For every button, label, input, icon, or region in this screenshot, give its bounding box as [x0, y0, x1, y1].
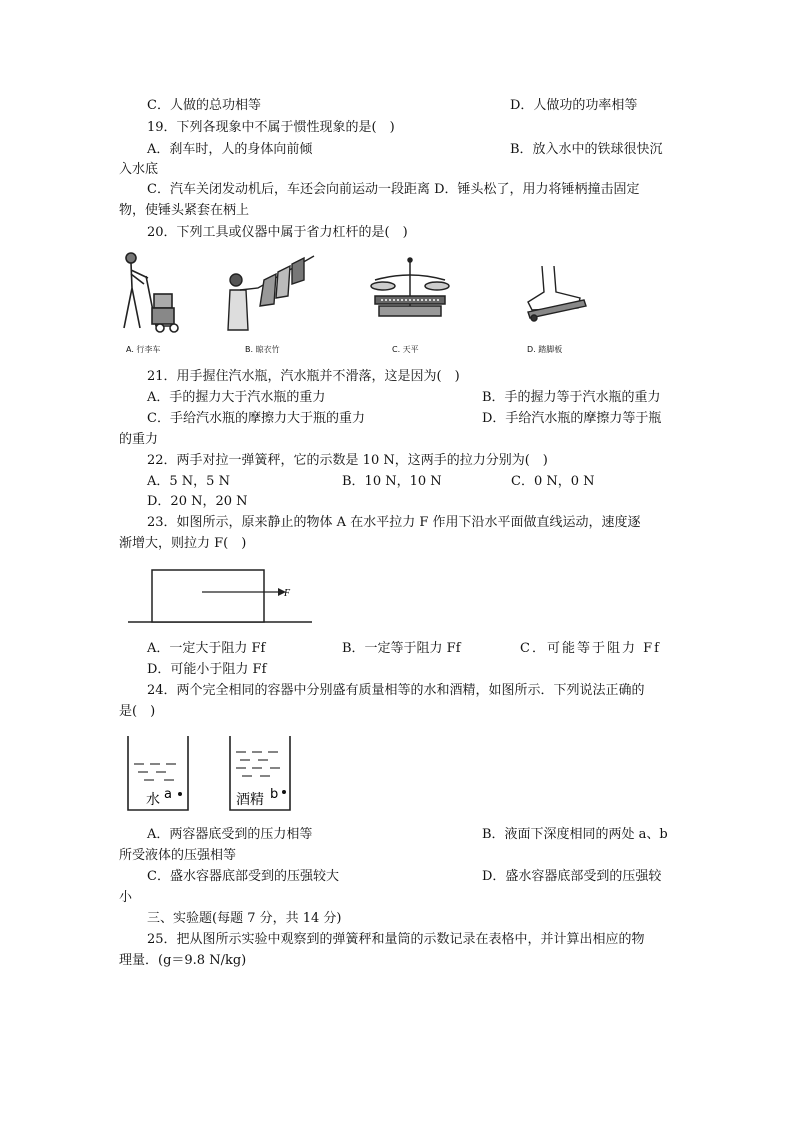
- q21-option-d: D．手给汽水瓶的摩擦力等于瓶: [482, 411, 662, 426]
- q24-stem-cont: 是( ): [119, 704, 156, 719]
- q20-caption-b: B. 晾衣竹: [245, 345, 280, 354]
- q22-option-d: D．20 N，20 N: [147, 494, 248, 509]
- q22-stem: 22．两手对拉一弹簧秤，它的示数是 10 N，这两手的拉力分别为( ): [147, 453, 548, 468]
- q23-option-b: B．一定等于阻力 Ff: [342, 641, 461, 656]
- q21-option-a: A．手的握力大于汽水瓶的重力: [147, 390, 326, 405]
- point-b-label: b: [270, 787, 279, 802]
- q19-option-c-d: C．汽车关闭发动机后，车还会向前运动一段距离 D．锤头松了，用力将锤柄撞击固定: [147, 182, 640, 197]
- q25-stem: 25．把从图所示实验中观察到的弹簧秤和量筒的示数记录在表格中，并计算出相应的物: [147, 932, 645, 947]
- q18-option-d: D．人做功的功率相等: [510, 98, 638, 113]
- q20-caption-a: A. 行李车: [126, 345, 161, 354]
- q23-option-c: C．可能等于阻力 Ff: [520, 641, 661, 656]
- block-force-figure: [126, 566, 316, 626]
- q23-option-a: A．一定大于阻力 Ff: [147, 641, 266, 656]
- section-3-title: 三、实验题(每题 7 分，共 14 分): [147, 911, 342, 926]
- q23-stem-cont: 渐增大，则拉力 F( ): [119, 536, 247, 551]
- q21-option-c: C．手给汽水瓶的摩擦力大于瓶的重力: [147, 411, 365, 426]
- q24-stem: 24．两个完全相同的容器中分别盛有质量相等的水和酒精，如图所示．下列说法正确的: [147, 683, 645, 698]
- q24-option-d: D．盛水容器底部受到的压强较: [482, 869, 662, 884]
- clothes-pole-figure: [220, 250, 320, 336]
- q23-stem: 23．如图所示，原来静止的物体 A 在水平拉力 F 作用下沿水平面做直线运动，速度逐: [147, 515, 641, 530]
- q18-option-c: C．人做的总功相等: [147, 98, 261, 113]
- q22-option-a: A．5 N，5 N: [147, 474, 230, 489]
- q24-option-b: B．液面下深度相同的两处 a、b: [482, 827, 668, 842]
- q19-option-a: A．刹车时，人的身体向前倾: [147, 142, 313, 157]
- water-label: 水: [146, 792, 160, 808]
- point-a-dot: [178, 792, 182, 796]
- alcohol-label: 酒精: [236, 792, 264, 808]
- point-b-dot: [282, 790, 286, 794]
- q21-option-d-cont: 的重力: [119, 432, 159, 447]
- q19-option-b: B．放入水中的铁球很快沉: [510, 142, 663, 157]
- alcohol-surface-lines: [236, 752, 280, 776]
- q20-caption-c: C. 天平: [392, 345, 419, 354]
- q23-option-d: D．可能小于阻力 Ff: [147, 662, 267, 677]
- q24-option-a: A．两容器底受到的压力相等: [147, 827, 313, 842]
- force-label: F: [284, 588, 291, 599]
- q25-stem-cont: 理量．(g＝9.8 N/kg): [119, 953, 247, 968]
- block-a: [152, 570, 264, 622]
- q19-option-b-cont: 入水底: [119, 162, 159, 177]
- q20-caption-d: D. 踏脚板: [527, 345, 563, 354]
- water-surface-lines: [134, 764, 176, 780]
- point-a-label: a: [164, 787, 172, 802]
- q21-option-b: B．手的握力等于汽水瓶的重力: [482, 390, 661, 405]
- balance-scale-figure: [365, 256, 455, 326]
- q22-option-b: B．10 N，10 N: [342, 474, 442, 489]
- foot-pedal-figure: [522, 262, 592, 326]
- q24-option-d-cont: 小: [119, 890, 133, 905]
- q20-stem: 20．下列工具或仪器中属于省力杠杆的是( ): [147, 225, 408, 240]
- q22-option-c: C．0 N，0 N: [511, 474, 595, 489]
- q19-stem: 19．下列各现象中不属于惯性现象的是( ): [147, 120, 395, 135]
- q19-option-d-cont: 物，使锤头紧套在柄上: [119, 203, 250, 218]
- q24-option-c: C．盛水容器底部受到的压强较大: [147, 869, 339, 884]
- luggage-cart-figure: [114, 248, 194, 336]
- liquid-containers-figure: [124, 734, 300, 814]
- q21-stem: 21．用手握住汽水瓶，汽水瓶并不滑落，这是因为( ): [147, 369, 460, 384]
- q24-option-b-cont: 所受液体的压强相等: [119, 848, 237, 863]
